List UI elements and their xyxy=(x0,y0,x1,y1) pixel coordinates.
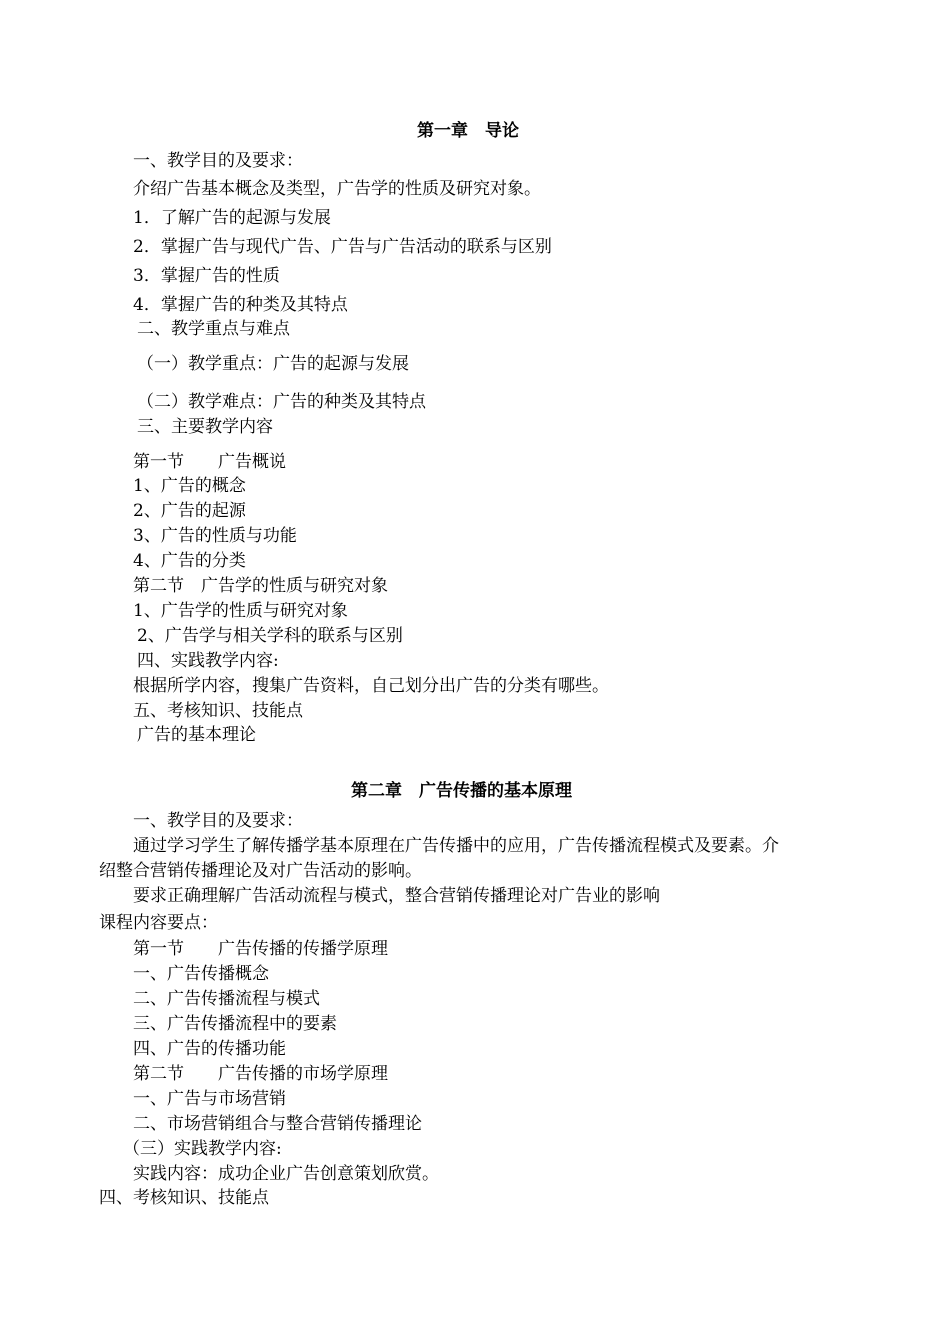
ch2-line-6: 第一节 广告传播的传播学原理 xyxy=(133,939,388,959)
ch2-line-4: 要求正确理解广告活动流程与模式，整合营销传播理论对广告业的影响 xyxy=(133,886,660,906)
ch1-line-7: 二、教学重点与难点 xyxy=(137,319,290,339)
ch1-line-8: （一）教学重点：广告的起源与发展 xyxy=(137,354,409,374)
ch1-line-22: 广告的基本理论 xyxy=(137,725,256,745)
ch1-line-16: 第二节 广告学的性质与研究对象 xyxy=(133,576,388,596)
ch2-line-9: 三、广告传播流程中的要素 xyxy=(133,1014,337,1034)
ch1-line-9: （二）教学难点：广告的种类及其特点 xyxy=(137,392,426,412)
ch2-line-10: 四、广告的传播功能 xyxy=(133,1039,286,1059)
ch2-line-12: 一、广告与市场营销 xyxy=(133,1089,286,1109)
ch1-line-10: 三、主要教学内容 xyxy=(137,417,273,437)
ch2-line-16: 四、考核知识、技能点 xyxy=(99,1188,269,1208)
ch2-line-2: 通过学习学生了解传播学基本原理在广告传播中的应用，广告传播流程模式及要素。介 xyxy=(133,836,779,856)
ch1-line-2: 介绍广告基本概念及类型，广告学的性质及研究对象。 xyxy=(133,179,541,199)
ch1-line-1: 一、教学目的及要求： xyxy=(133,151,303,171)
ch2-line-1: 一、教学目的及要求： xyxy=(133,811,303,831)
ch2-line-13: 二、市场营销组合与整合营销传播理论 xyxy=(133,1114,422,1134)
ch2-line-3: 绍整合营销传播理论及对广告活动的影响。 xyxy=(99,861,422,881)
ch1-line-18: 2、广告学与相关学科的联系与区别 xyxy=(137,626,403,646)
ch1-line-17: 1、广告学的性质与研究对象 xyxy=(133,601,348,621)
ch2-line-11: 第二节 广告传播的市场学原理 xyxy=(133,1064,388,1084)
ch1-line-19: 四、实践教学内容: xyxy=(137,651,279,671)
ch2-line-5: 课程内容要点： xyxy=(99,913,218,933)
ch2-line-8: 二、广告传播流程与模式 xyxy=(133,989,320,1009)
ch1-line-6: 4．掌握广告的种类及其特点 xyxy=(133,295,348,315)
ch1-line-13: 2、广告的起源 xyxy=(133,501,246,521)
ch1-line-20: 根据所学内容，搜集广告资料，自己划分出广告的分类有哪些。 xyxy=(133,676,609,696)
ch2-line-15: 实践内容：成功企业广告创意策划欣赏。 xyxy=(133,1164,439,1184)
ch1-line-15: 4、广告的分类 xyxy=(133,551,246,571)
ch2-line-14: （三）实践教学内容: xyxy=(123,1139,282,1159)
ch1-line-14: 3、广告的性质与功能 xyxy=(133,526,297,546)
ch1-line-3: 1．了解广告的起源与发展 xyxy=(133,208,331,228)
chapter2-title: 第二章 广告传播的基本原理 xyxy=(351,781,572,801)
ch1-line-4: 2．掌握广告与现代广告、广告与广告活动的联系与区别 xyxy=(133,237,552,257)
ch2-line-7: 一、广告传播概念 xyxy=(133,964,269,984)
ch1-line-12: 1、广告的概念 xyxy=(133,476,246,496)
ch1-line-5: 3．掌握广告的性质 xyxy=(133,266,280,286)
chapter1-title: 第一章 导论 xyxy=(417,121,519,141)
ch1-line-21: 五、考核知识、技能点 xyxy=(133,701,303,721)
ch1-line-11: 第一节 广告概说 xyxy=(133,452,286,472)
